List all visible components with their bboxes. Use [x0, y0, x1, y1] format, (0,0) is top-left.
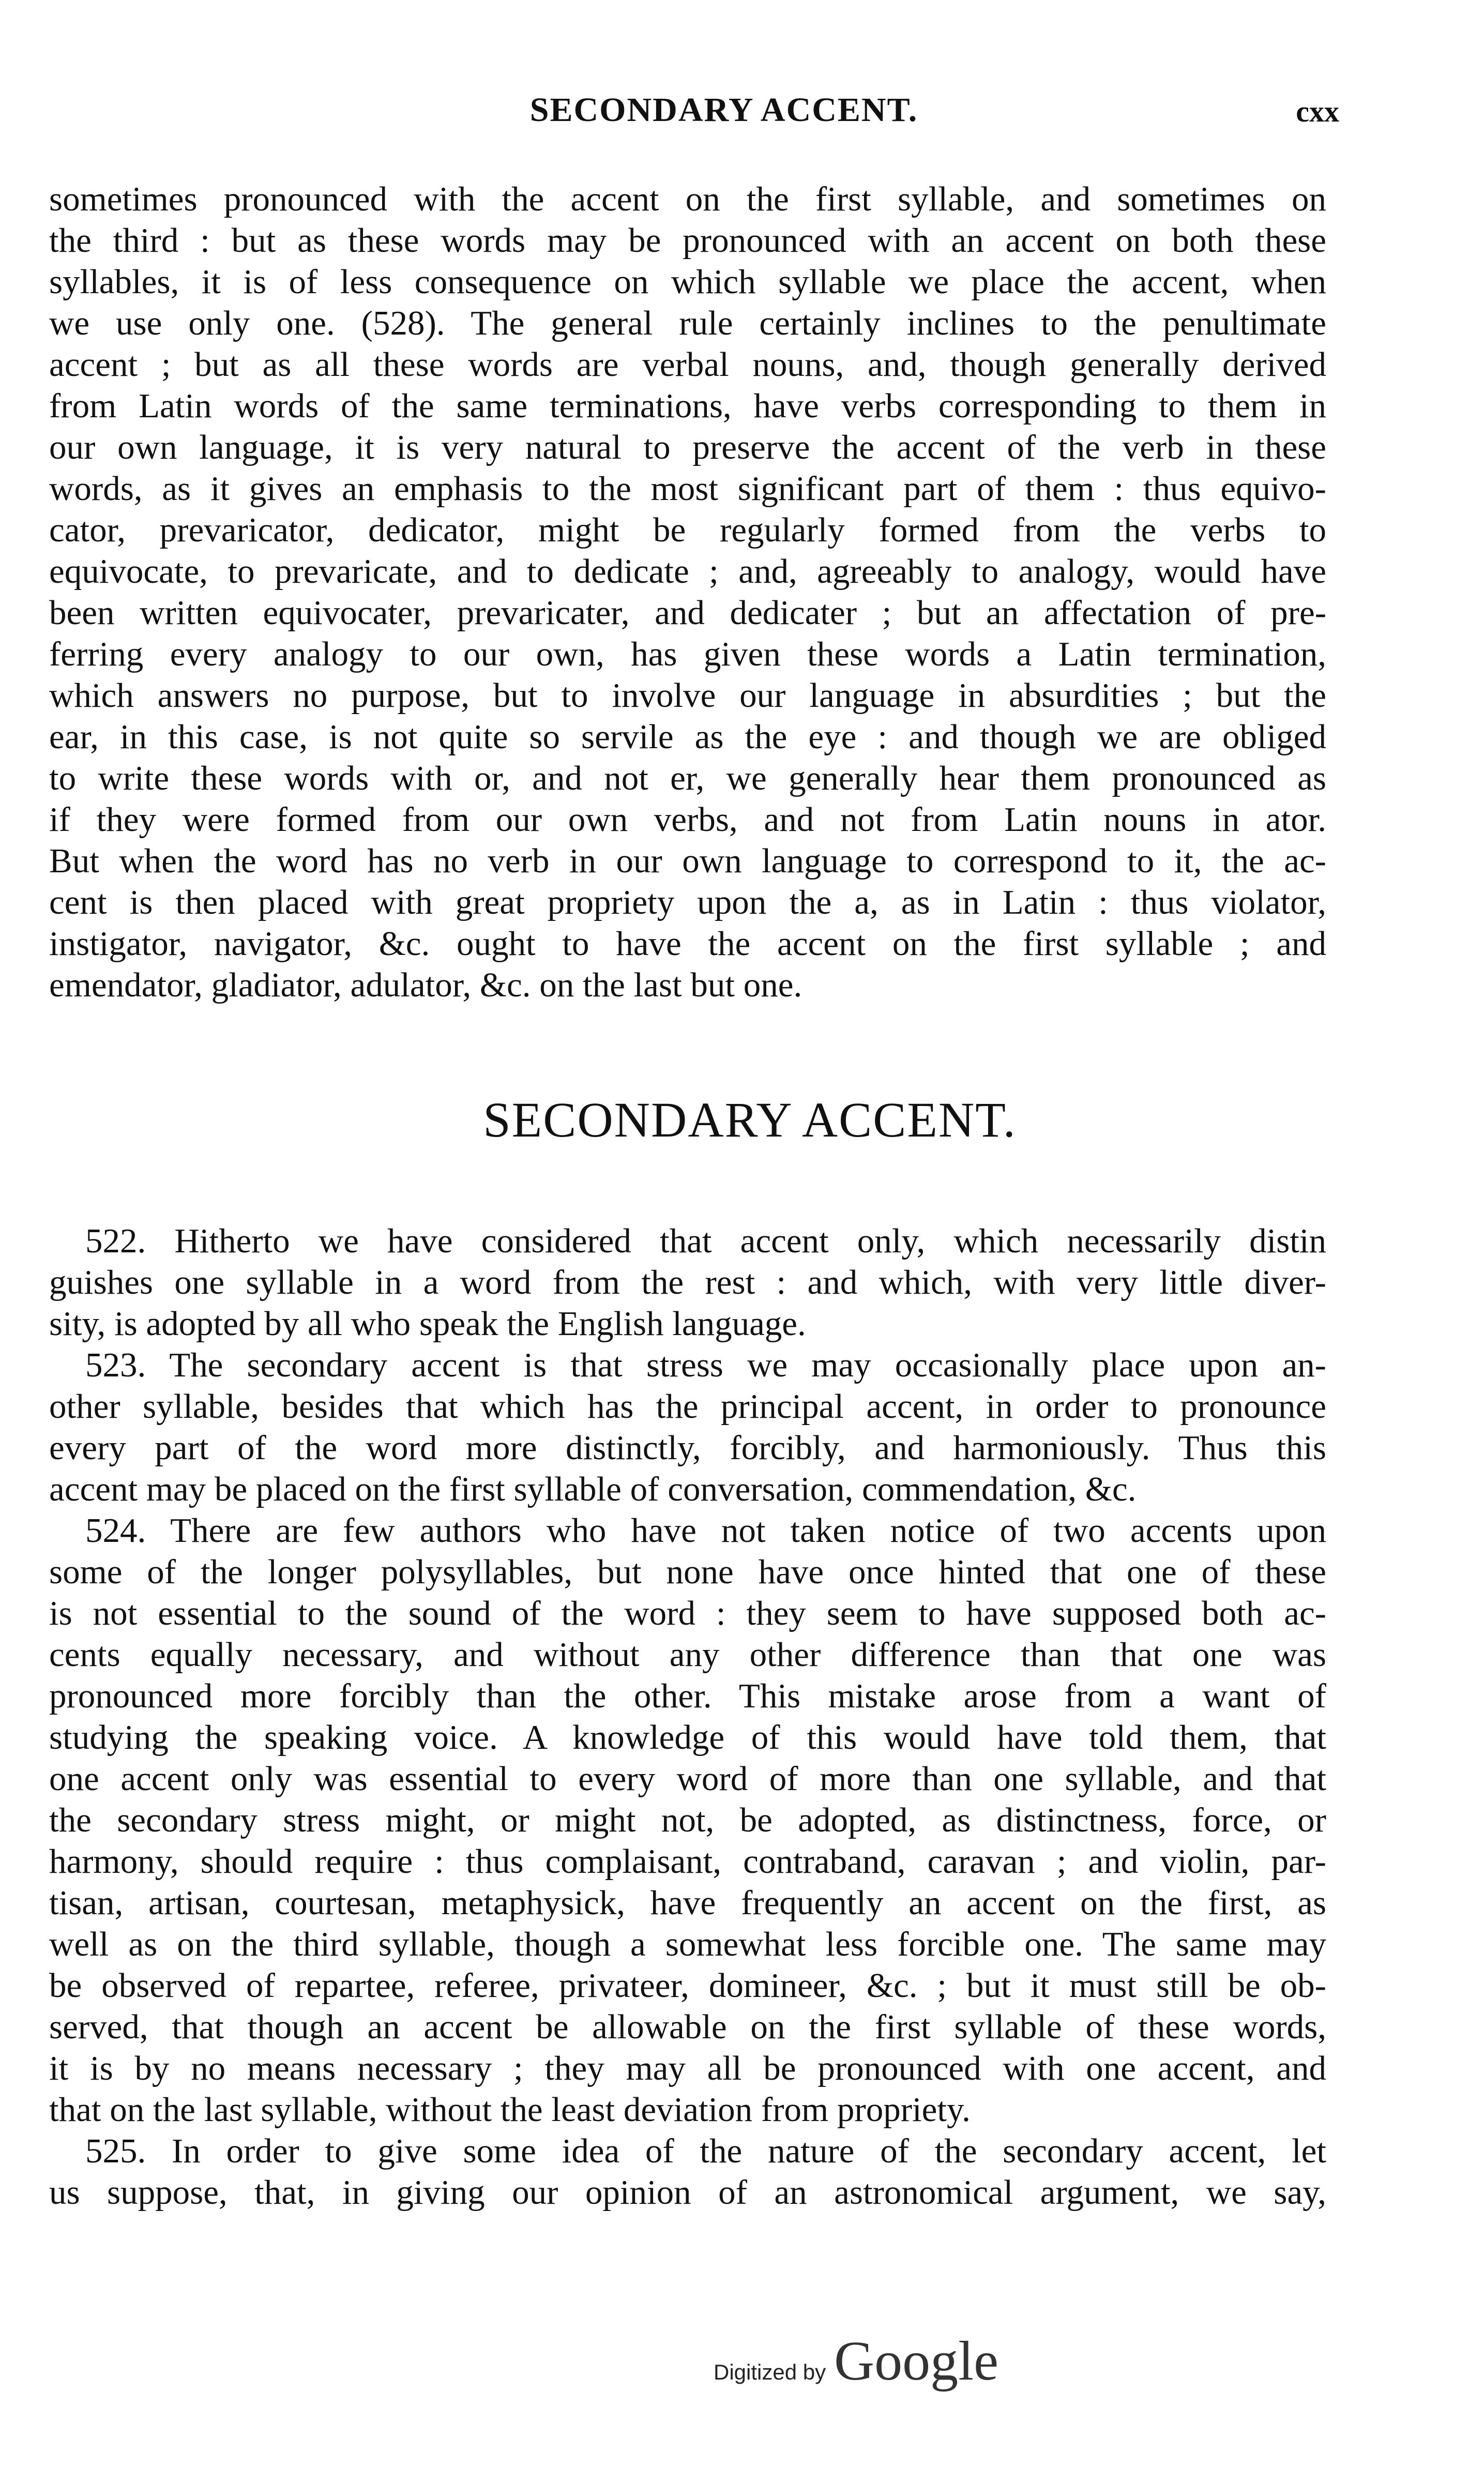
- text-line: if they were formed from our own verbs, and not from Latin nouns in ator.: [49, 800, 1326, 839]
- text-line: cents equally necessary, and without any other difference than that one was: [49, 1635, 1326, 1674]
- text-line: harmony, should require : thus complaisant, contraband, caravan ; and violin, par-: [49, 1842, 1326, 1881]
- text-line: instigator, navigator, &c. ought to have the accent on the first syllable ; and: [49, 925, 1326, 963]
- text-line: the secondary stress might, or might not, be adopted, as distinctness, force, or: [49, 1801, 1326, 1839]
- paragraph-522: [49, 1220, 1326, 1344]
- text-line: been written equivocater, prevaricater, and dedicater ; but an affectation of pre-: [49, 594, 1326, 632]
- text-line: 522. Hitherto we have considered that accent only, which necessarily distin: [85, 1222, 1326, 1260]
- text-line: us suppose, that, in giving our opinion of an astronomical argument, we say,: [49, 2173, 1326, 2212]
- text-line: cator, prevaricator, dedicator, might be regularly formed from the verbs to: [49, 511, 1326, 549]
- paragraph-523: [49, 1344, 1326, 1510]
- text-line: other syllable, besides that which has the principal accent, in order to pronounce: [49, 1387, 1326, 1426]
- text-line: 524. There are few authors who have not taken notice of two accents upon: [85, 1511, 1326, 1550]
- section-title: SECONDARY ACCENT.: [483, 1092, 1017, 1147]
- text-line: our own language, it is very natural to preserve the accent of the verb in these: [49, 428, 1326, 466]
- text-line: from Latin words of the same terminations, have verbs corresponding to them in: [49, 387, 1326, 425]
- text-line: accent may be placed on the first syllable of conversation, commendation, &c.: [49, 1470, 1137, 1508]
- text-line: cent is then placed with great propriety upon the a, as in Latin : thus violator,: [49, 883, 1326, 921]
- text-line: the third : but as these words may be pronounced with an accent on both these: [49, 221, 1326, 260]
- text-line: to write these words with or, and not er, we generally hear them pronounced as: [49, 759, 1326, 797]
- text-line: emendator, gladiator, adulator, &c. on the last but one.: [49, 966, 802, 1004]
- digitized-by-label: Digitized by: [714, 2360, 826, 2384]
- top-paragraph: [49, 178, 1326, 1006]
- text-line: accent ; but as all these words are verbal nouns, and, though generally derived: [49, 345, 1326, 384]
- page-number: cxx: [1296, 95, 1339, 128]
- digitization-footer: [714, 2329, 1044, 2394]
- paragraph-525: [49, 2130, 1326, 2213]
- text-line: equivocate, to prevaricate, and to dedicate ; and, agreeably to analogy, would have: [49, 552, 1326, 590]
- text-line: tisan, artisan, courtesan, metaphysick, have frequently an accent on the first, as: [49, 1884, 1326, 1922]
- paragraph-524: [49, 1510, 1326, 2130]
- text-line: pronounced more forcibly than the other. This mistake arose from a want of: [49, 1677, 1326, 1715]
- text-line: studying the speaking voice. A knowledge of this would have told them, that: [49, 1718, 1326, 1756]
- text-line: every part of the word more distinctly, forcibly, and harmoniously. Thus this: [49, 1429, 1326, 1467]
- text-line: served, that though an accent be allowable on the first syllable of these words,: [49, 2008, 1326, 2046]
- text-line: ferring every analogy to our own, has given these words a Latin termination,: [49, 635, 1326, 673]
- text-line: syllables, it is of less consequence on which syllable we place the accent, when: [49, 263, 1326, 301]
- text-line: which answers no purpose, but to involve our language in absurdities ; but the: [49, 676, 1326, 715]
- running-title: SECONDARY ACCENT.: [529, 91, 918, 129]
- text-line: that on the last syllable, without the least deviation from propriety.: [49, 2091, 971, 2129]
- text-line: words, as it gives an emphasis to the most significant part of them : thus equivo-: [49, 469, 1326, 508]
- text-line: ear, in this case, is not quite so servile as the eye : and though we are obliged: [49, 718, 1326, 756]
- text-line: we use only one. (528). The general rule certainly inclines to the penultimate: [49, 304, 1326, 342]
- google-logo: Google: [834, 2330, 999, 2392]
- text-line: 523. The secondary accent is that stress we may occasionally place upon an-: [85, 1346, 1326, 1384]
- lower-text: [49, 1220, 1326, 2213]
- text-line: guishes one syllable in a word from the rest : and which, with very little diver-: [49, 1263, 1326, 1301]
- text-line: be observed of repartee, referee, privateer, domineer, &c. ; but it must still be ob-: [49, 1966, 1326, 2005]
- text-line: But when the word has no verb in our own language to correspond to it, the ac-: [49, 842, 1326, 880]
- text-line: some of the longer polysyllables, but none have once hinted that one of these: [49, 1553, 1326, 1591]
- text-line: 525. In order to give some idea of the nature of the secondary accent, let: [85, 2132, 1326, 2170]
- text-line: one accent only was essential to every word of more than one syllable, and that: [49, 1760, 1326, 1798]
- text-line: sometimes pronounced with the accent on the first syllable, and sometimes on: [49, 180, 1326, 218]
- text-line: it is by no means necessary ; they may all be pronounced with one accent, and: [49, 2049, 1326, 2087]
- text-line: is not essential to the sound of the word : they seem to have supposed both ac-: [49, 1594, 1326, 1632]
- text-line: sity, is adopted by all who speak the English language.: [49, 1305, 806, 1343]
- text-line: well as on the third syllable, though a somewhat less forcible one. The same may: [49, 1925, 1326, 1963]
